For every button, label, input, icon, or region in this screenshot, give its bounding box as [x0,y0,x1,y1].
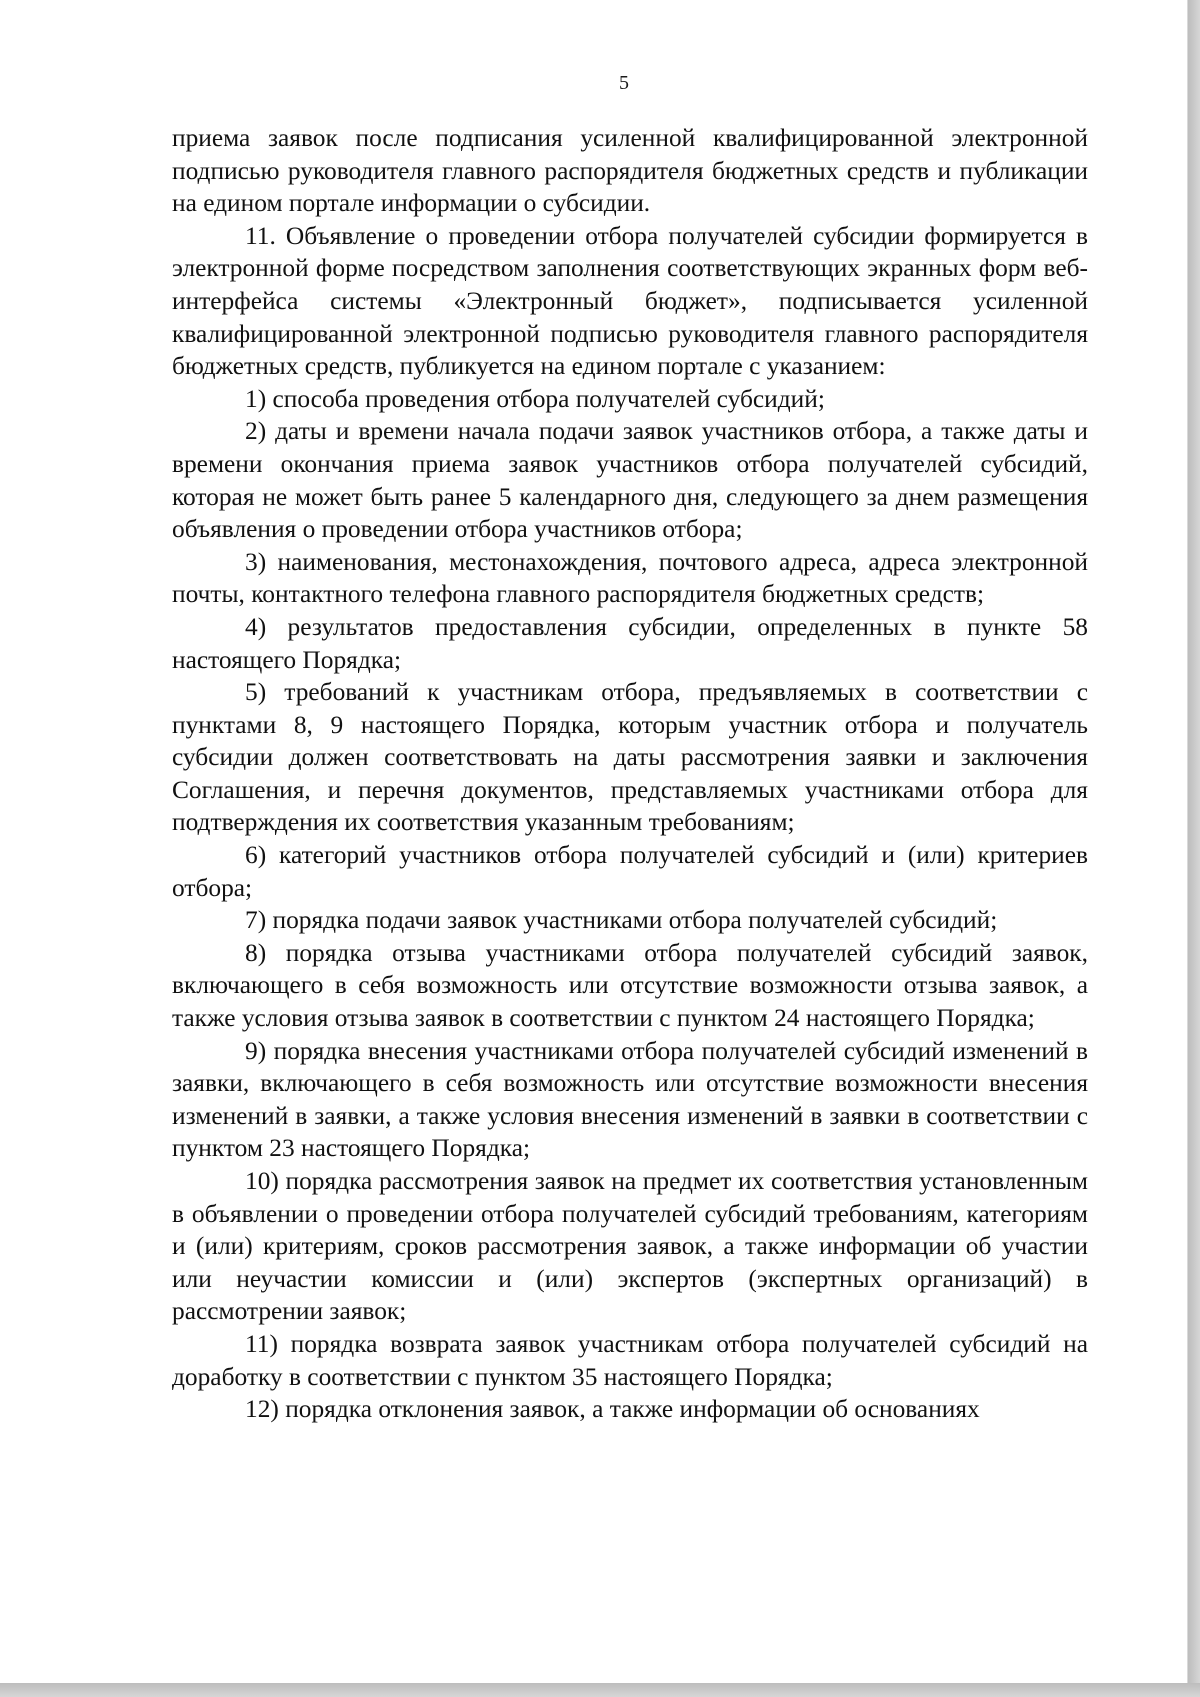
page-shadow-bottom [0,1683,1200,1697]
paragraph-continuation: приема заявок после подписания усиленной квалифицированной электронной подписью руководителя главного распорядителя бюджетных средств и публикации на едином портале информации о субсидии. [172,124,1088,218]
page-shadow-right [1188,0,1200,1697]
list-item-4: 4) результатов предоставления субсидии, определенных в пункте 58 настоящего Порядка; [172,612,1088,674]
list-item-10: 10) порядка рассмотрения заявок на предмет их соответствия установленным в объявлении о проведении отбора получателей субсидий требованиям, категориям и (или) критериям, сроков рассмотрения заявок, а также информации об участии или неучастии комиссии и (или) экспертов (экспертных организаций) в рассмотрении заявок; [172,1167,1088,1326]
page-number: 5 [619,72,629,94]
list-item-6: 6) категорий участников отбора получателей субсидий и (или) критериев отбора; [172,841,1088,902]
document-body [172,122,1088,1426]
list-item-1: 1) способа проведения отбора получателей субсидий; [245,384,825,413]
list-item-3: 3) наименования, местонахождения, почтового адреса, адреса электронной почты, контактного телефона главного распорядителя бюджетных средств; [172,547,1088,609]
list-item-8: 8) порядка отзыва участниками отбора получателей субсидий заявок, включающего в себя возможность или отсутствие возможности отзыва заявок, а также условия отзыва заявок в соответствии с пунктом 24 настоящего Порядка; [172,938,1088,1033]
list-item-11: 11) порядка возврата заявок участникам отбора получателей субсидий на доработку в соответствии с пунктом 35 настоящего Порядка; [172,1329,1088,1391]
list-item-5: 5) требований к участникам отбора, предъявляемых в соответствии с пунктами 8, 9 настоящего Порядка, которым участник отбора и получатель субсидии должен соответствовать на даты рассмотрения заявки и заключения Соглашения, и перечня документов, представляемых участниками отбора для подтверждения их соответствия указанным требованиям; [172,678,1088,837]
paragraph-item-11: 11. Объявление о проведении отбора получателей субсидии формируется в электронной форме посредством заполнения соответствующих экранных форм веб-интерфейса системы «Электронный бюджет», подписывается усиленной квалифицированной электронной подписью руководителя главного распорядителя бюджетных средств, публикуется на едином портале с указанием: [172,221,1088,381]
list-item-9: 9) порядка внесения участниками отбора получателей субсидий изменений в заявки, включающего в себя возможность или отсутствие возможности внесения изменений в заявки, а также условия внесения изменений в заявки в соответствии с пунктом 23 настоящего Порядка; [172,1036,1088,1163]
list-item-7: 7) порядка подачи заявок участниками отбора получателей субсидий; [245,906,998,935]
list-item-12: 12) порядка отклонения заявок, а также информации об основаниях [245,1395,980,1424]
list-item-2: 2) даты и времени начала подачи заявок участников отбора, а также даты и времени окончания приема заявок участников отбора получателей субсидий, которая не может быть ранее 5 календарного дня, следующего за днем размещения объявления о проведении отбора участников отбора; [172,417,1088,544]
